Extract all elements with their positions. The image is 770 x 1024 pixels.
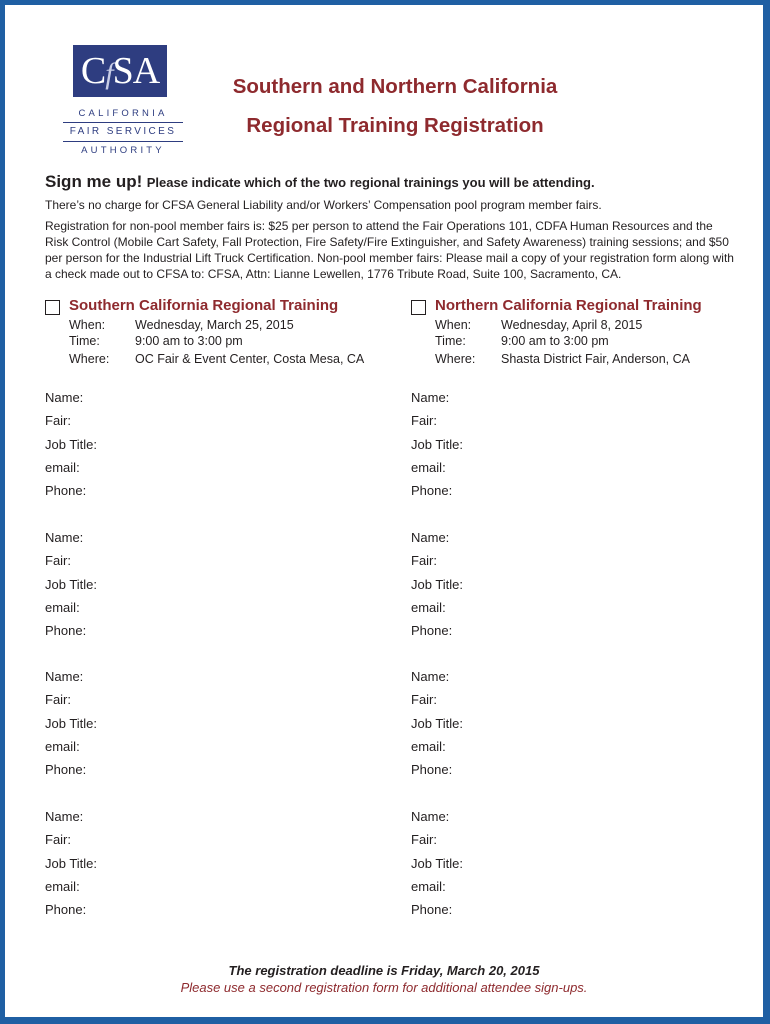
- logo-line-california: CALIFORNIA: [78, 108, 168, 119]
- northern-time-value: 9:00 am to 3:00 pm: [501, 334, 609, 348]
- southern-attendee-2-fair-label: Fair:: [45, 553, 71, 569]
- signup-instructions: Please indicate which of the two regional trainings you will be attending.: [146, 175, 595, 190]
- northern-attendee-4-phone-label: Phone:: [411, 902, 453, 918]
- southern-region-checkbox[interactable]: [45, 300, 60, 315]
- southern-attendee-4-phone-label: Phone:: [45, 902, 87, 918]
- northern-region-title: Northern California Regional Training: [435, 297, 702, 314]
- southern-time-value: 9:00 am to 3:00 pm: [135, 334, 243, 348]
- northern-attendee-1-phone-label: Phone:: [411, 483, 453, 499]
- northern-attendee-1-name-label: Name:: [411, 390, 450, 405]
- northern-attendee-2-email-label: email:: [411, 599, 446, 615]
- southern-attendee-2-name-label: Name:: [45, 530, 84, 545]
- northern-attendee-4-job-title-label: Job Title:: [411, 855, 464, 871]
- northern-attendee-1-fair-label: Fair:: [411, 413, 437, 429]
- southern-region-title: Southern California Regional Training: [69, 297, 339, 314]
- northern-attendee-2-name-label: Name:: [411, 530, 450, 545]
- cfsa-logo: [53, 41, 193, 159]
- southern-attendee-1-name-label: Name:: [45, 390, 84, 405]
- no-charge-note: There’s no charge for CFSA General Liability and/or Workers’ Compensation pool program member fairs.: [45, 198, 602, 212]
- when-label: When:: [435, 318, 472, 332]
- southern-attendee-3-phone-label: Phone:: [45, 762, 87, 778]
- northern-attendee-3-name-label: Name:: [411, 669, 450, 684]
- signup-heading: [45, 172, 745, 192]
- southern-when-value: Wednesday, March 25, 2015: [135, 318, 294, 332]
- time-label: Time:: [69, 334, 100, 348]
- southern-attendee-3-fair-label: Fair:: [45, 692, 71, 708]
- southern-attendee-1-email-label: email:: [45, 459, 80, 475]
- registration-deadline: The registration deadline is Friday, March 20, 2015: [228, 963, 540, 978]
- southern-attendee-3-email-label: email:: [45, 738, 80, 754]
- northern-attendee-4-name-label: Name:: [411, 809, 450, 824]
- northern-attendee-3-email-label: email:: [411, 738, 446, 754]
- registration-form-page: [5, 5, 763, 1017]
- northern-attendee-3-job-title-label: Job Title:: [411, 715, 464, 731]
- southern-attendee-3-job-title-label: Job Title:: [45, 715, 98, 731]
- southern-attendee-1-phone-label: Phone:: [45, 483, 87, 499]
- logo-divider: [63, 141, 183, 142]
- southern-attendee-4-name-label: Name:: [45, 809, 84, 824]
- northern-region-checkbox[interactable]: [411, 300, 426, 315]
- page-title-line1: Southern and Northern California: [232, 75, 558, 98]
- northern-attendee-4-email-label: email:: [411, 878, 446, 894]
- time-label: Time:: [435, 334, 466, 348]
- where-label: Where:: [435, 352, 476, 366]
- southern-attendee-4-job-title-label: Job Title:: [45, 855, 98, 871]
- southern-attendee-4-fair-label: Fair:: [45, 832, 71, 848]
- logo-line-authority: AUTHORITY: [81, 145, 165, 156]
- northern-attendee-1-job-title-label: Job Title:: [411, 436, 464, 452]
- southern-where-value: OC Fair & Event Center, Costa Mesa, CA: [135, 352, 365, 366]
- northern-attendee-2-job-title-label: Job Title:: [411, 576, 464, 592]
- northern-where-value: Shasta District Fair, Anderson, CA: [501, 352, 690, 366]
- when-label: When:: [69, 318, 106, 332]
- logo-line-fair-services: FAIR SERVICES: [69, 126, 177, 137]
- southern-attendee-2-phone-label: Phone:: [45, 623, 87, 639]
- southern-attendee-2-job-title-label: Job Title:: [45, 576, 98, 592]
- page-title-line2: Regional Training Registration: [246, 114, 544, 137]
- southern-attendee-4-email-label: email:: [45, 878, 80, 894]
- northern-attendee-4-fair-label: Fair:: [411, 832, 437, 848]
- additional-form-note: Please use a second registration form for additional attendee sign-ups.: [180, 980, 588, 995]
- where-label: Where:: [69, 352, 110, 366]
- southern-attendee-2-email-label: email:: [45, 599, 80, 615]
- northern-attendee-2-phone-label: Phone:: [411, 623, 453, 639]
- northern-attendee-3-phone-label: Phone:: [411, 762, 453, 778]
- northern-attendee-3-fair-label: Fair:: [411, 692, 437, 708]
- cfsa-logo-mark: CfSA: [73, 45, 167, 97]
- northern-when-value: Wednesday, April 8, 2015: [501, 318, 643, 332]
- southern-attendee-1-fair-label: Fair:: [45, 413, 71, 429]
- southern-attendee-1-job-title-label: Job Title:: [45, 436, 98, 452]
- logo-divider: [63, 122, 183, 123]
- northern-attendee-1-email-label: email:: [411, 459, 446, 475]
- southern-attendee-3-name-label: Name:: [45, 669, 84, 684]
- signup-label: Sign me up!: [45, 172, 143, 191]
- fees-paragraph: Registration for non-pool member fairs is: $25 per person to attend the Fair Operations 101, CDFA Human Resources and the Risk Control (Mobile Cart Safety, Fall Protection, Fire Safety/Fire Extinguisher, and Safety Awareness) training sessions; and $50 per person for the Industrial Lift Truck Certification. Non-pool member fairs: Please mail a copy of your registration form along with a check made out to CFSA to: CFSA, Attn: Lianne Lewellen, 1776 Tribute Road, Suite 100, Sacramento, CA.: [45, 219, 734, 281]
- northern-attendee-2-fair-label: Fair:: [411, 553, 437, 569]
